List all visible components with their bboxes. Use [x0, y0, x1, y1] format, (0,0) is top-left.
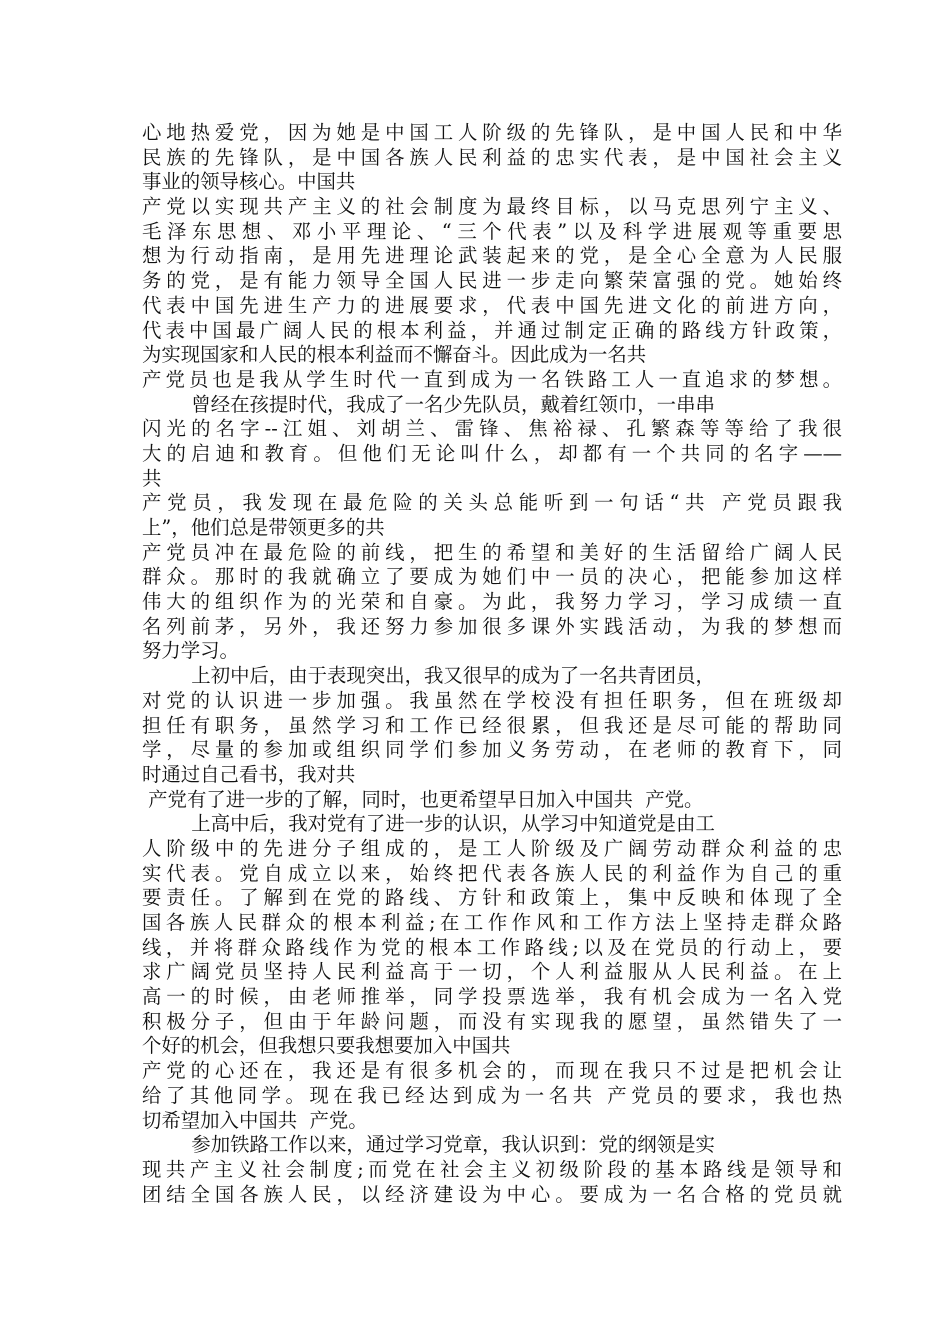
- text-line: 产党员，我发现在最危险的关头总能听到一句话“共 产党员跟我: [142, 491, 842, 515]
- text-line: 努力学习。: [142, 639, 239, 663]
- text-line: 产党员冲在最危险的前线，把生的希望和美好的生活留给广阔人民: [142, 540, 842, 564]
- text-line: 产党以实现共产主义的社会制度为最终目标，以马克思列宁主义、: [142, 195, 842, 219]
- text-line: 上初中后，由于表现突出，我又很早的成为了一名共青团员，: [142, 664, 715, 688]
- text-line: 国各族人民群众的根本利益;在工作作风和工作方法上坚持走群众路: [142, 911, 842, 934]
- text-line: 上”，他们总是带领更多的共: [142, 516, 385, 539]
- text-line: 心地热爱党，因为她是中国工人阶级的先锋队，是中国人民和中华: [142, 121, 842, 144]
- text-line: 学，尽量的参加或组织同学们参加义务劳动，在老师的教育下，同: [142, 738, 842, 762]
- text-line: 曾经在孩提时代，我成了一名少先队员，戴着红领巾，一串串: [142, 392, 715, 416]
- text-line: 大的启迪和教育。但他们无论叫什么，却都有一个共同的名字——: [142, 441, 842, 465]
- text-line: 群众。那时的我就确立了要成为她们中一员的决心，把能参加这样: [142, 565, 842, 589]
- text-line: 时通过自己看书，我对共: [142, 762, 356, 786]
- text-line: 务的党，是有能力领导全国人民进一步走向繁荣富强的党。她始终: [142, 269, 842, 293]
- text-line: 为实现国家和人民的根本利益而不懈奋斗。因此成为一名共: [142, 343, 647, 367]
- text-line: 名列前茅，另外，我还努力参加很多课外实践活动，为我的梦想而: [142, 614, 842, 638]
- text-line: 个好的机会，但我想只要我想要加入中国共: [142, 1034, 511, 1058]
- text-line: 对党的认识进一步加强。我虽然在学校没有担任职务，但在班级却: [142, 688, 842, 712]
- text-line: 现共产主义社会制度;而党在社会主义初级阶段的基本路线是领导和: [142, 1157, 842, 1181]
- text-line: 产党有了进一步的了解，同时，也更希望早日加入中国共 产党。: [142, 787, 704, 811]
- text-line: 想为行动指南，是用先进理论武装起来的党，是全心全意为人民服: [142, 244, 842, 268]
- text-line: 代表中国先进生产力的进展要求，代表中国先进文化的前进方向，: [142, 293, 842, 317]
- text-line: 要责任。了解到在党的路线、方针和政策上，集中反映和体现了全: [142, 886, 842, 910]
- text-line: 高一的时候，由老师推举，同学投票选举，我有机会成为一名入党: [142, 985, 842, 1009]
- text-line: 参加铁路工作以来，通过学习党章，我认识到：党的纲领是实: [142, 1133, 715, 1157]
- text-line: 民族的先锋队，是中国各族人民利益的忠实代表，是中国社会主义: [142, 145, 842, 169]
- text-line: 切希望加入中国共 产党。: [142, 1108, 368, 1132]
- text-line: 伟大的组织作为的光荣和自豪。为此，我努力学习，学习成绩一直: [142, 590, 842, 614]
- text-line: 担任有职务，虽然学习和工作已经很累，但我还是尽可能的帮助同: [142, 713, 842, 737]
- text-line: 产党员也是我从学生时代一直到成为一名铁路工人一直追求的梦想。: [142, 367, 842, 391]
- text-line: 团结全国各族人民，以经济建设为中心。要成为一名合格的党员就: [142, 1182, 842, 1206]
- text-line: 实代表。党自成立以来，始终把代表各族人民的利益作为自己的重: [142, 861, 842, 885]
- text-line: 共: [142, 466, 162, 490]
- text-line: 求广阔党员坚持人民利益高于一切，个人利益服从人民利益。在上: [142, 960, 842, 984]
- text-line: 代表中国最广阔人民的根本利益，并通过制定正确的路线方针政策，: [142, 318, 842, 342]
- text-line: 闪光的名字--江姐、刘胡兰、雷锋、焦裕禄、孔繁森等等给了我很: [142, 417, 842, 441]
- text-line: 人阶级中的先进分子组成的，是工人阶级及广阔劳动群众利益的忠: [142, 836, 842, 860]
- text-line: 毛泽东思想、邓小平理论、“三个代表”以及科学进展观等重要思: [142, 219, 842, 243]
- text-line: 线，并将群众路线作为党的根本工作路线;以及在党员的行动上，要: [142, 935, 842, 959]
- text-line: 积极分子，但由于年龄问题，而没有实现我的愿望，虽然错失了一: [142, 1009, 842, 1033]
- text-line: 给了其他同学。现在我已经达到成为一名共 产党员的要求，我也热: [142, 1083, 842, 1107]
- text-line: 上高中后，我对党有了进一步的认识，从学习中知道党是由工: [142, 812, 715, 836]
- document-body: [142, 121, 842, 1207]
- text-line: 事业的领导核心。中国共: [142, 170, 356, 194]
- text-line: 产党的心还在，我还是有很多机会的，而现在我只不过是把机会让: [142, 1059, 842, 1083]
